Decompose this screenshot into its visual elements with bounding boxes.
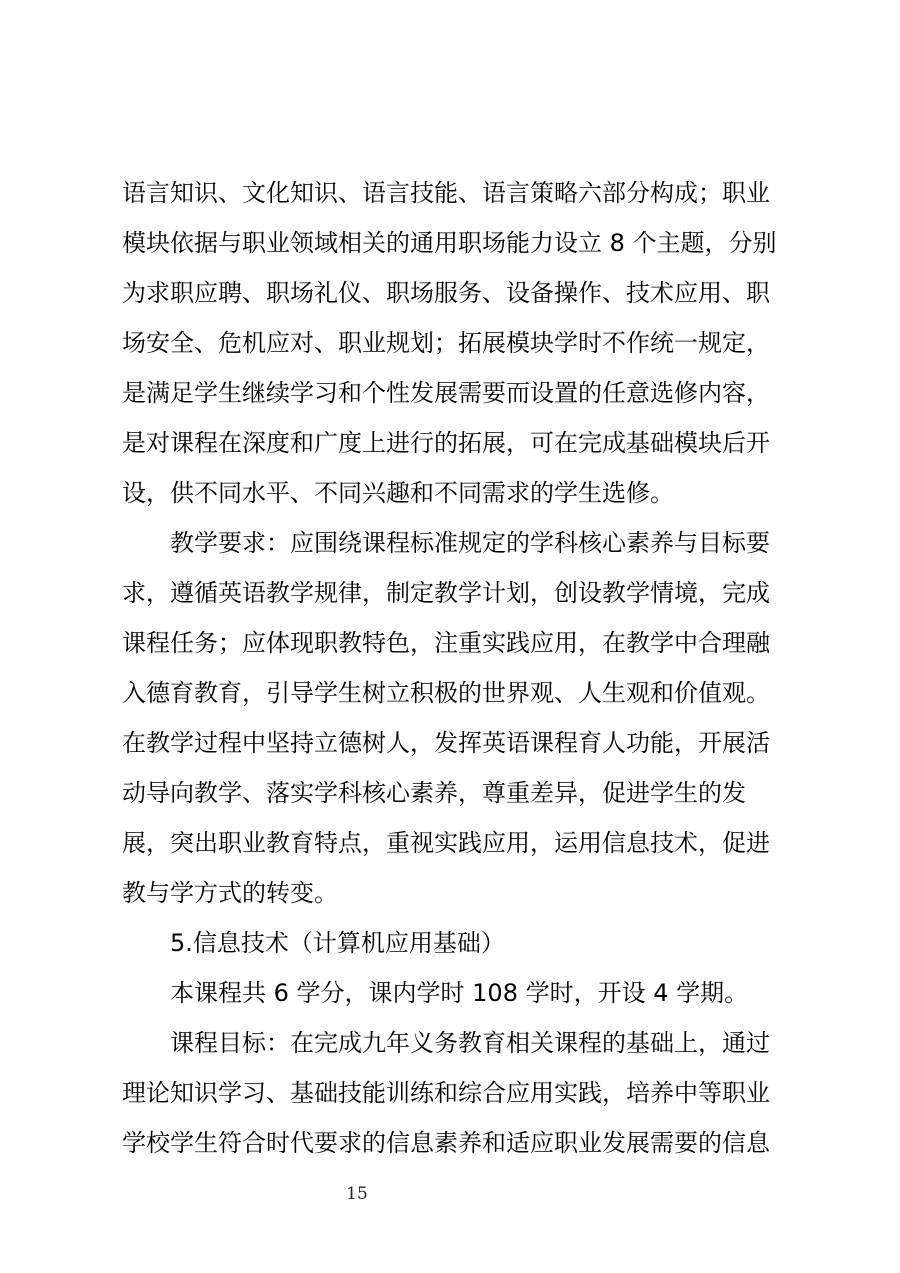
text-line: 设，供不同水平、不同兴趣和不同需求的学生选修。 bbox=[122, 479, 674, 507]
text-line: 在教学过程中坚持立德树人，发挥英语课程育人功能，开展活 bbox=[122, 729, 770, 757]
text-line: 是对课程在深度和广度上进行的拓展，可在完成基础模块后开 bbox=[122, 429, 770, 457]
text-line: 动导向教学、落实学科核心素养，尊重差异，促进学生的发 bbox=[122, 779, 746, 807]
paragraph-credits: 本课程共 6 学分，课内学时 108 学时，开设 4 学期。 bbox=[170, 979, 749, 1007]
text-line: 语言知识、文化知识、语言技能、语言策略六部分构成；职业 bbox=[122, 179, 770, 207]
section-heading: 5.信息技术（计算机应用基础） bbox=[170, 929, 505, 957]
text-line: 入德育教育，引导学生树立积极的世界观、人生观和价值观。 bbox=[122, 679, 770, 707]
text-line: 求，遵循英语教学规律，制定教学计划，创设教学情境，完成 bbox=[122, 579, 770, 607]
text-line: 教与学方式的转变。 bbox=[122, 879, 338, 907]
text-line: 为求职应聘、职场礼仪、职场服务、设备操作、技术应用、职 bbox=[122, 279, 770, 307]
text-line: 课程任务；应体现职教特色，注重实践应用，在教学中合理融 bbox=[122, 629, 770, 657]
text-line: 学校学生符合时代要求的信息素养和适应职业发展需要的信息 bbox=[122, 1129, 770, 1157]
text-line: 模块依据与职业领域相关的通用职场能力设立 8 个主题，分别 bbox=[122, 229, 777, 257]
text-line: 场安全、危机应对、职业规划；拓展模块学时不作统一规定， bbox=[122, 329, 770, 357]
paragraph-course-objectives: 课程目标：在完成九年义务教育相关课程的基础上，通过 bbox=[170, 1029, 770, 1057]
text-line: 理论知识学习、基础技能训练和综合应用实践，培养中等职业 bbox=[122, 1079, 770, 1107]
page-number: 15 bbox=[346, 1184, 368, 1204]
text-line: 是满足学生继续学习和个性发展需要而设置的任意选修内容， bbox=[122, 379, 770, 407]
text-line: 展，突出职业教育特点，重视实践应用，运用信息技术，促进 bbox=[122, 829, 770, 857]
paragraph-teaching-requirements: 教学要求：应围绕课程标准规定的学科核心素养与目标要 bbox=[170, 529, 770, 557]
